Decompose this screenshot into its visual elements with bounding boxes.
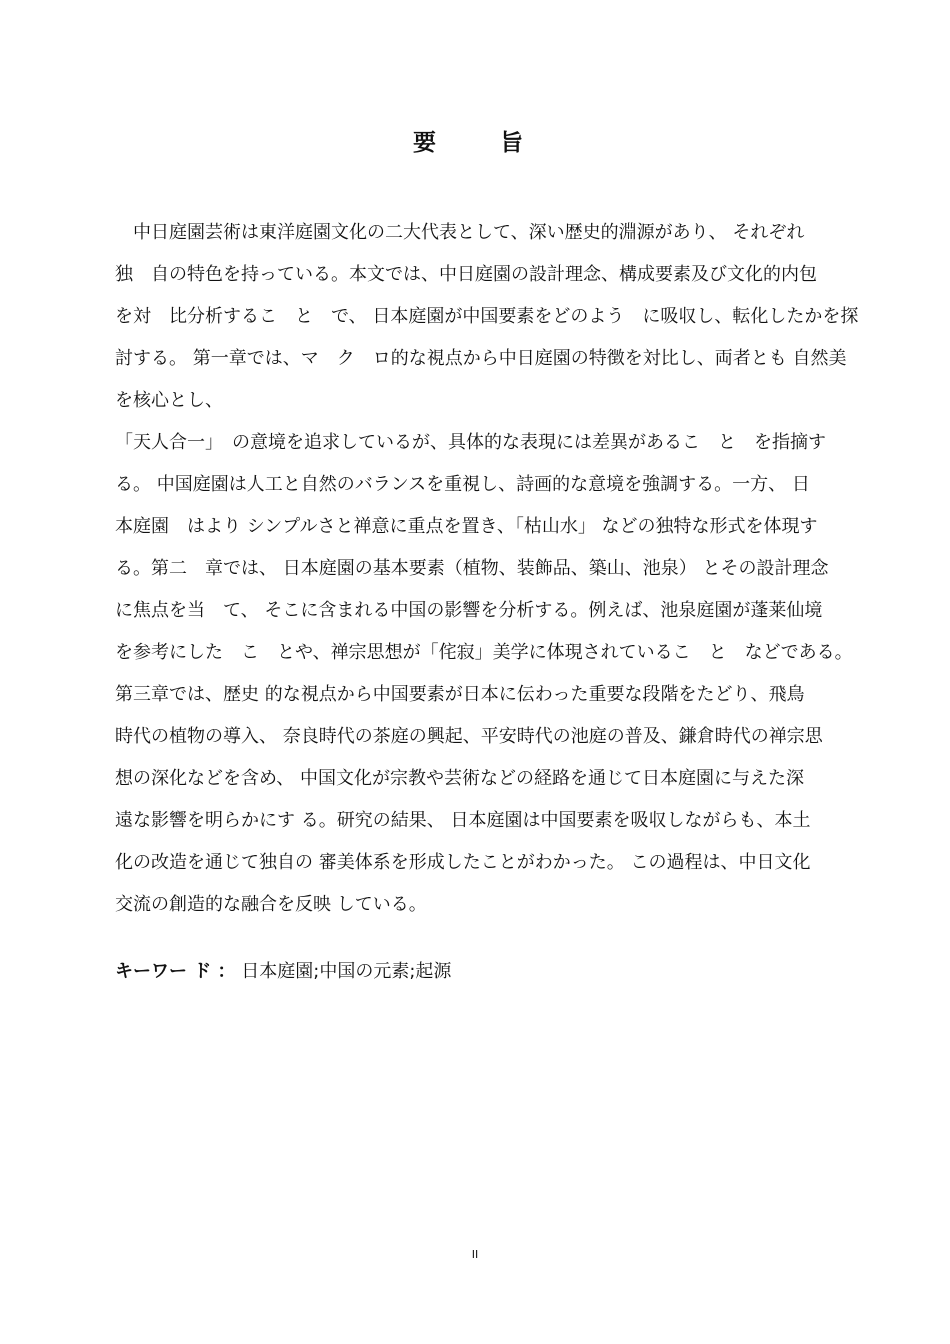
abstract-line: 「天人合一」 の意境を追求しているが、具体的な表現には差異があるこ と を指摘す — [115, 432, 826, 453]
abstract-body — [115, 212, 865, 926]
abstract-line: 中日庭園芸術は東洋庭園文化の二大代表として、深い歴史的淵源があり、 それぞれ — [115, 222, 805, 243]
abstract-line: 本庭園 はより シンプルさと禅意に重点を置き、「枯山水」 などの独特な形式を体現す — [115, 516, 818, 537]
abstract-line: 時代の植物の導入、 奈良時代の茶庭の興起、平安時代の池庭の普及、鎌倉時代の禅宗思 — [115, 726, 823, 747]
abstract-line: を参考にした こ とや、禅宗思想が「侘寂」美学に体現されているこ と などである。 — [115, 642, 853, 663]
page-number: II — [471, 1248, 479, 1261]
abstract-line: る。 中国庭園は人工と自然のバランスを重視し、詩画的な意境を強調する。一方、 日 — [115, 474, 810, 495]
abstract-line: に焦点を当 て、 そこに含まれる中国の影響を分析する。例えば、池泉庭園が蓬莱仙境 — [115, 600, 823, 621]
abstract-line: る。第二 章では、 日本庭園の基本要素（植物、装飾品、築山、池泉） とその設計理念 — [115, 558, 829, 579]
page-title: 要 旨 — [412, 130, 551, 156]
abstract-line: 化の改造を通じて独自の 審美体系を形成したことがわかった。 この過程は、中日文化 — [115, 852, 811, 873]
abstract-line: を核心とし、 — [115, 390, 223, 411]
abstract-line: 討する。 第一章では、マ ク ロ的な視点から中日庭園の特徴を対比し、両者とも 自然美 — [115, 348, 847, 369]
abstract-line: 独 自の特色を持っている。本文では、中日庭園の設計理念、構成要素及び文化的内包 — [115, 264, 817, 285]
abstract-line: 第三章では、歴史 的な視点から中国要素が日本に伝わった重要な段階をたどり、飛鳥 — [115, 684, 805, 705]
abstract-line: 遠な影響を明らかにす る。研究の結果、 日本庭園は中国要素を吸収しながらも、本土 — [115, 810, 811, 831]
keywords-value: 日本庭園;中国の元素;起源 — [241, 961, 452, 982]
keywords — [115, 952, 865, 992]
keywords-label: キーワー ド ： — [115, 961, 236, 982]
abstract-line: を対 比分析するこ と で、 日本庭園が中国要素をどのよう に吸収し、転化したかを探 — [115, 306, 859, 327]
abstract-line: 交流の創造的な融合を反映 している。 — [115, 894, 427, 915]
abstract-line: 想の深化などを含め、 中国文化が宗教や芸術などの経路を通じて日本庭園に与えた深 — [115, 768, 804, 789]
